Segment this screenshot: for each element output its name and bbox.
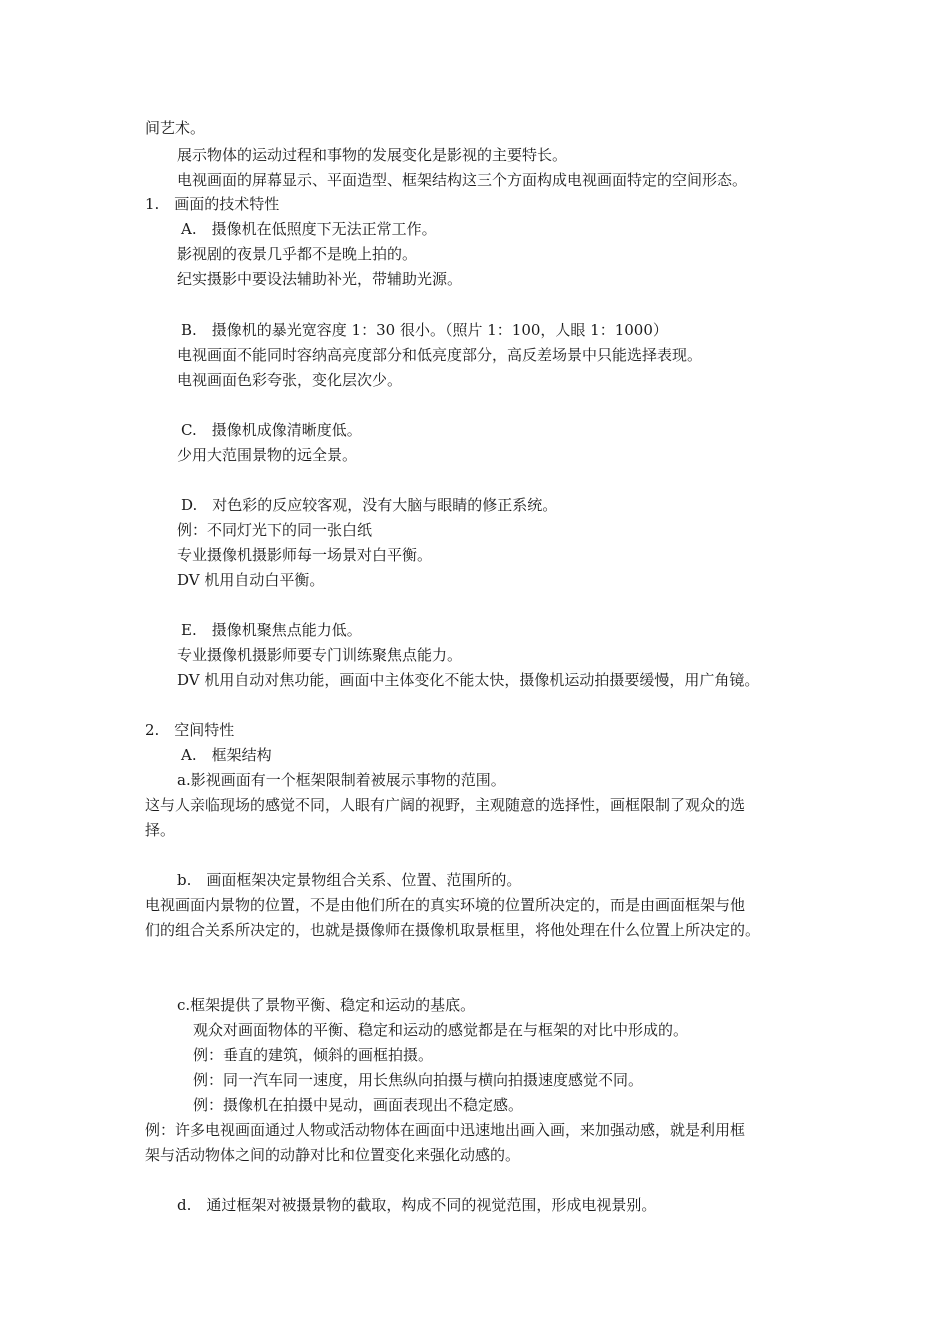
text-line: 纪实摄影中要设法辅助补光，带辅助光源。	[177, 270, 463, 288]
subheading-a: A. 摄像机在低照度下无法正常工作。	[181, 220, 437, 238]
text-line: 电视画面的屏幕显示、平面造型、框架结构这三个方面构成电视画面特定的空间形态。	[177, 171, 748, 189]
text-line: 观众对画面物体的平衡、稳定和运动的感觉都是在与框架的对比中形成的。	[193, 1021, 689, 1039]
text-line: 电视画面不能同时容纳高亮度部分和低亮度部分，高反差场景中只能选择表现。	[177, 346, 703, 364]
text-line: 少用大范围景物的远全景。	[177, 446, 358, 464]
text-line: 这与人亲临现场的感觉不同，人眼有广阔的视野，主观随意的选择性，画框限制了观众的选	[145, 796, 746, 814]
text-line: d. 通过框架对被摄景物的截取，构成不同的视觉范围，形成电视景别。	[177, 1196, 657, 1214]
subheading-d: D. 对色彩的反应较客观，没有大脑与眼睛的修正系统。	[181, 496, 558, 514]
text-line: a.影视画面有一个框架限制着被展示事物的范围。	[177, 771, 506, 789]
text-line: 影视剧的夜景几乎都不是晚上拍的。	[177, 245, 418, 263]
text-line: 电视画面内景物的位置，不是由他们所在的真实环境的位置所决定的，而是由画面框架与他	[145, 896, 746, 914]
text-line: 专业摄像机摄影师要专门训练聚焦点能力。	[177, 646, 463, 664]
text-line: 例：不同灯光下的同一张白纸	[177, 521, 373, 539]
subheading-e: E. 摄像机聚焦点能力低。	[181, 621, 362, 639]
text-line: 展示物体的运动过程和事物的发展变化是影视的主要特长。	[177, 146, 568, 164]
text-line: 们的组合关系所决定的，也就是摄像师在摄像机取景框里，将他处理在什么位置上所决定的。	[145, 921, 761, 939]
section-heading-1: 1. 画面的技术特性	[145, 195, 280, 213]
subheading-frame: A. 框架结构	[181, 746, 272, 764]
text-line: DV 机用自动白平衡。	[177, 571, 325, 589]
text-line: b. 画面框架决定景物组合关系、位置、范围所的。	[177, 871, 522, 889]
text-line: 电视画面色彩夸张，变化层次少。	[177, 371, 403, 389]
text-line: 间艺术。	[145, 119, 206, 137]
text-line: 例：垂直的建筑，倾斜的画框拍摄。	[193, 1046, 434, 1064]
text-line: 例：摄像机在拍摄中晃动，画面表现出不稳定感。	[193, 1096, 524, 1114]
text-line: 择。	[145, 821, 176, 839]
text-line: 例：同一汽车同一速度，用长焦纵向拍摄与横向拍摄速度感觉不同。	[193, 1071, 644, 1089]
subheading-b: B. 摄像机的暴光宽容度 1：30 很小。（照片 1：100，人眼 1：1000）	[181, 321, 668, 339]
text-line: 架与活动物体之间的动静对比和位置变化来强化动感的。	[145, 1146, 521, 1164]
text-line: c.框架提供了景物平衡、稳定和运动的基底。	[177, 996, 476, 1014]
subheading-c: C. 摄像机成像清晰度低。	[181, 421, 362, 439]
text-line: 例：许多电视画面通过人物或活动物体在画面中迅速地出画入画，来加强动感，就是利用框	[145, 1121, 746, 1139]
text-line: 专业摄像机摄影师每一场景对白平衡。	[177, 546, 433, 564]
text-line: DV 机用自动对焦功能，画面中主体变化不能太快，摄像机运动拍摄要缓慢，用广角镜。	[177, 671, 760, 689]
section-heading-2: 2. 空间特性	[145, 721, 235, 739]
